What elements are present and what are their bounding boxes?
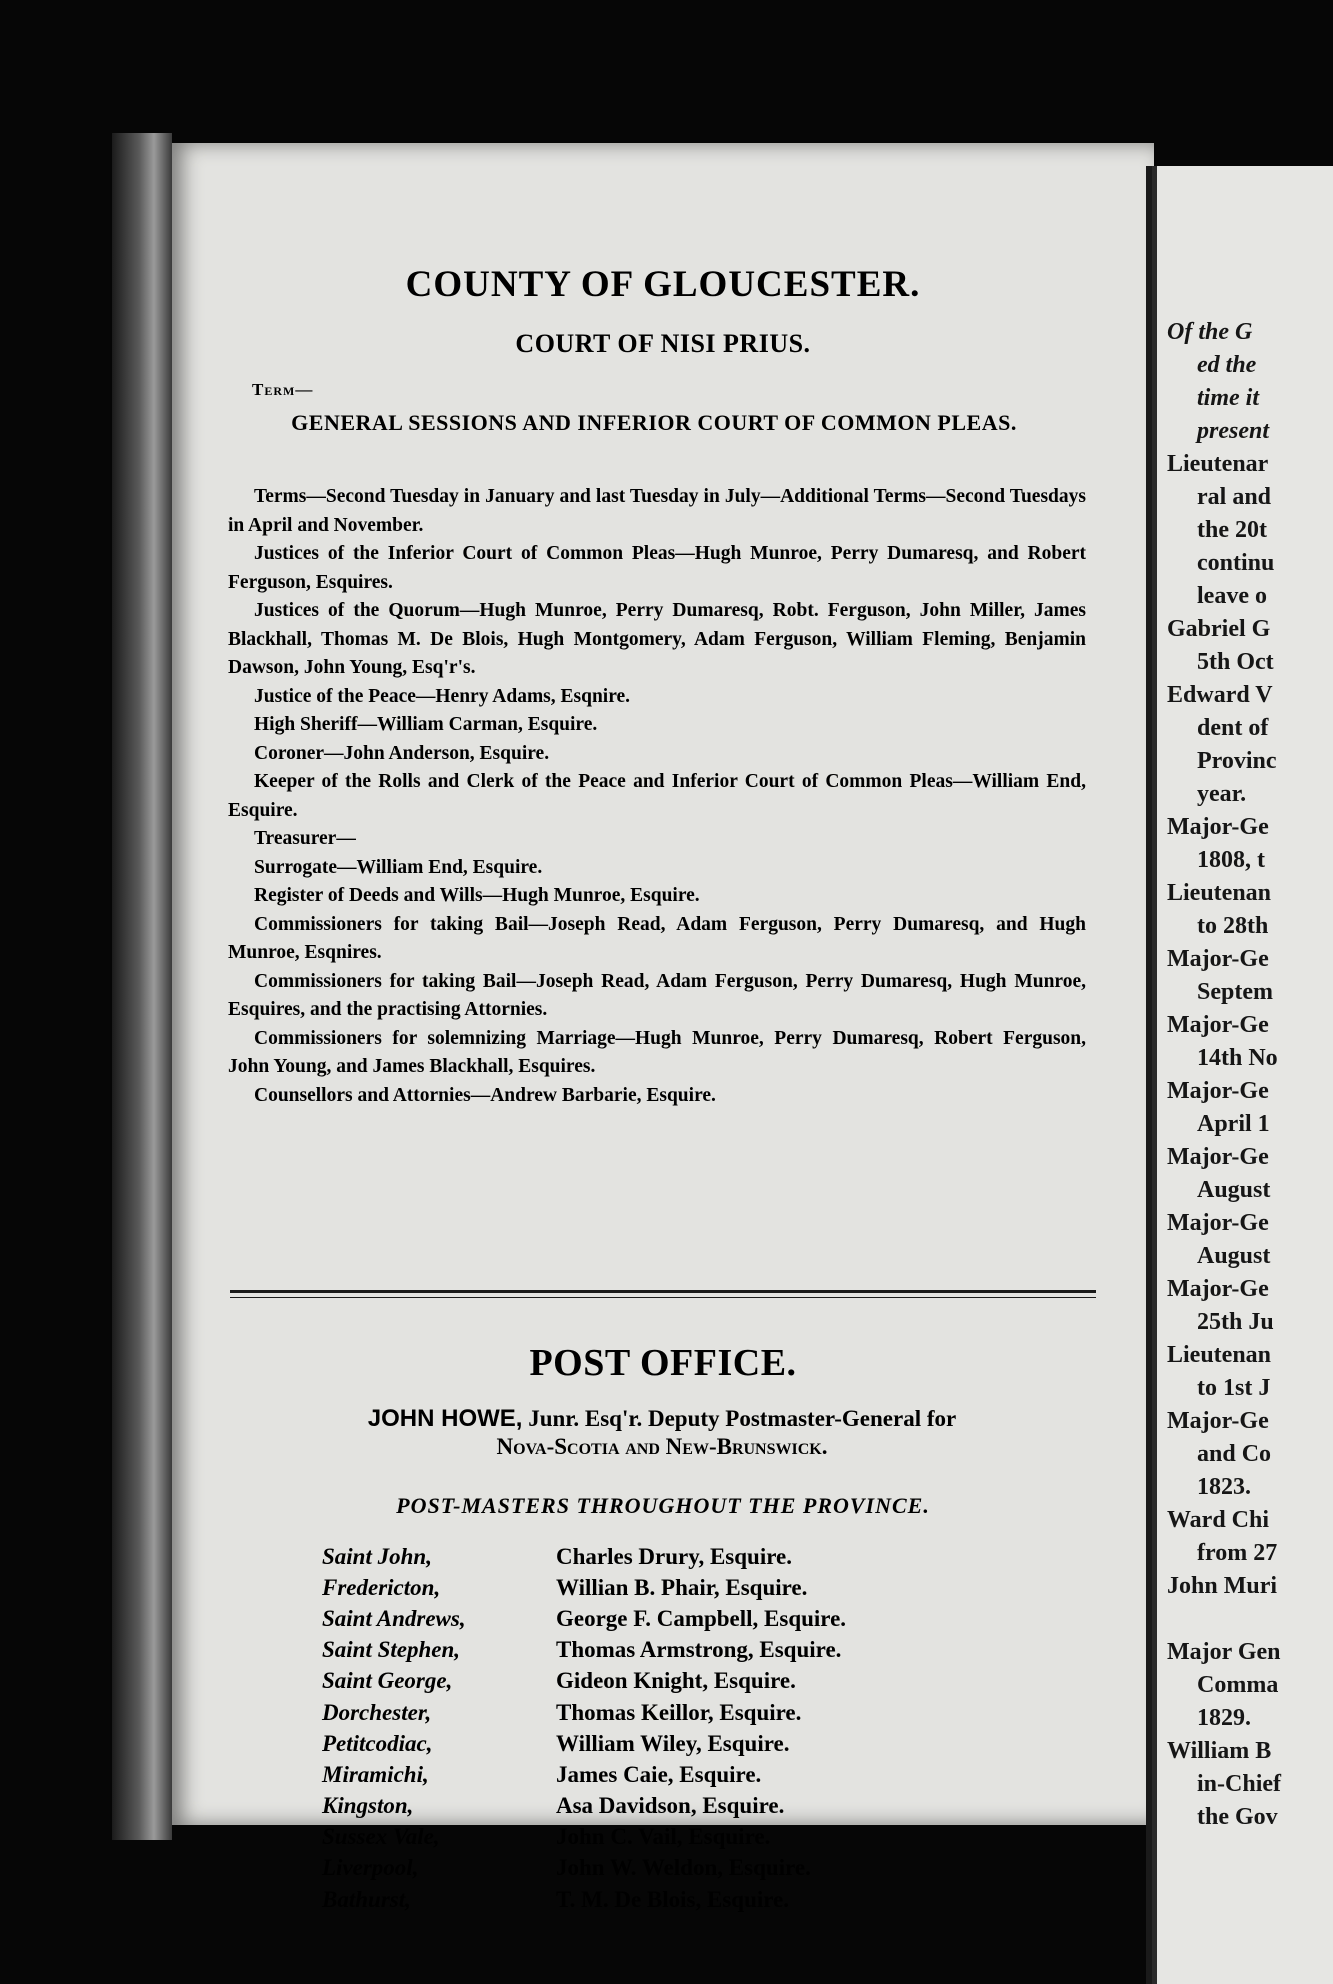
entry: Commissioners for taking Bail—Joseph Read, Adam Ferguson, Perry Dumaresq, Hugh Munroe, Esquires, and the practising Attornies. — [228, 970, 1086, 1020]
right-page-line: the 20t — [1197, 517, 1267, 543]
right-page-line: Septem — [1197, 979, 1273, 1005]
postmaster-row — [322, 1728, 1056, 1759]
right-page-line: Major-Ge — [1167, 1408, 1269, 1434]
postmaster-row — [322, 1541, 1056, 1572]
postmaster-name: John W. Weldon, Esquire. — [556, 1855, 811, 1881]
entry: Treasurer— — [254, 828, 356, 849]
entry: Keeper of the Rolls and Clerk of the Peace and Inferior Court of Common Pleas—William End, Esquire. — [228, 771, 1086, 821]
postmaster-town: Saint John, — [322, 1543, 432, 1569]
right-page-line: Ward Chi — [1167, 1507, 1270, 1533]
postmaster-name: Gideon Knight, Esquire. — [556, 1668, 796, 1694]
left-page — [172, 143, 1154, 1912]
right-page-line: and Co — [1197, 1441, 1272, 1467]
postmaster-town: Petitcodiac, — [322, 1730, 433, 1756]
entry: Counsellors and Attornies—Andrew Barbarie, Esquire. — [254, 1084, 716, 1106]
right-page-line: in-Chief — [1197, 1771, 1281, 1797]
right-page-line: present — [1197, 418, 1269, 444]
right-page-line: Major-Ge — [1167, 1078, 1269, 1104]
right-page-line: August — [1197, 1177, 1271, 1203]
right-page-line: dent of — [1197, 715, 1269, 741]
postmaster-name: Asa Davidson, Esquire. — [556, 1793, 785, 1819]
postmaster-name: William Wiley, Esquire. — [556, 1730, 790, 1756]
right-page-line — [1167, 1603, 1281, 1636]
deputy-name: JOHN HOWE, — [367, 1405, 523, 1432]
postmaster-row — [322, 1635, 1056, 1666]
postmaster-town: Sussex Vale, — [322, 1824, 440, 1850]
right-page-line: Of the G — [1167, 319, 1253, 345]
postmaster-row — [322, 1666, 1056, 1697]
right-page-line: Lieutenan — [1167, 1342, 1272, 1368]
postmaster-row — [322, 1759, 1056, 1790]
postmaster-name: James Caie, Esquire. — [556, 1761, 762, 1787]
postmaster-row — [322, 1791, 1056, 1822]
right-page-line: William B — [1167, 1738, 1272, 1764]
page-edge — [112, 133, 172, 1840]
right-page-line: continu — [1197, 550, 1275, 576]
postmaster-town: Fredericton, — [322, 1574, 441, 1600]
right-page-line: Edward V — [1167, 682, 1273, 708]
right-page-line: August — [1197, 1243, 1271, 1269]
right-page-line: leave o — [1197, 583, 1267, 609]
right-page-line: John Muri — [1167, 1573, 1278, 1599]
section-divider-thin — [230, 1297, 1096, 1298]
right-page-line: Major-Ge — [1167, 1210, 1269, 1236]
right-page-line: to 28th — [1197, 913, 1269, 939]
entry: Surrogate—William End, Esquire. — [254, 856, 543, 878]
right-page-line: Major-Ge — [1167, 1144, 1269, 1170]
right-page-line: Major-Ge — [1167, 1012, 1269, 1038]
right-page-line: Lieutenan — [1167, 880, 1272, 906]
entry: Justices of the Quorum—Hugh Munroe, Perry Dumaresq, Robt. Ferguson, John Miller, James Blackhall, Thomas M. De Blois, Hugh Montgomery, Adam Ferguson, William Fleming, Benjamin Dawson, John Young, Esq'r's. — [228, 600, 1086, 678]
entry: Register of Deeds and Wills—Hugh Munroe, Esquire. — [254, 885, 700, 906]
postmaster-row — [322, 1853, 1056, 1884]
right-page-line: Gabriel G — [1167, 616, 1271, 642]
postmaster-row — [322, 1884, 1056, 1915]
postmaster-row — [322, 1572, 1056, 1603]
right-page-line: Provinc — [1197, 748, 1277, 774]
deputy-provinces: Nova-Scotia and New-Brunswick. — [496, 1434, 828, 1459]
court-entries — [228, 483, 1086, 1110]
right-page-text — [1167, 316, 1281, 1834]
deputy-postmaster — [230, 1405, 1094, 1461]
entry: Commissioners for solemnizing Marriage—Hugh Munroe, Perry Dumaresq, Robert Ferguson, John Young, and James Blackhall, Esquires. — [228, 1027, 1086, 1077]
entry: Commissioners for taking Bail—Joseph Read, Adam Ferguson, Perry Dumaresq, and Hugh Munroe, Esqnires. — [228, 913, 1086, 963]
term-label: Term— — [252, 380, 314, 399]
deputy-title: Junr. Esq'r. Deputy Postmaster-General for — [522, 1406, 957, 1431]
postmaster-name: Thomas Keillor, Esquire. — [556, 1699, 802, 1725]
postmaster-town: Liverpool, — [322, 1855, 419, 1881]
postmaster-town: Kingston, — [322, 1793, 414, 1819]
right-page-line: Comma — [1197, 1672, 1279, 1698]
right-page-line: Lieutenar — [1167, 451, 1269, 477]
postmaster-name: T. M. De Blois, Esquire. — [556, 1886, 789, 1912]
entry: High Sheriff—William Carman, Esquire. — [254, 714, 598, 735]
post-office-title: POST OFFICE. — [529, 1342, 797, 1384]
postmaster-town: Saint George, — [322, 1668, 453, 1694]
right-page — [1152, 166, 1333, 1984]
right-page-line: 1808, t — [1197, 847, 1265, 873]
right-page-line: to 1st J — [1197, 1375, 1271, 1401]
entry: Coroner—John Anderson, Esquire. — [254, 742, 550, 764]
postmaster-town: Miramichi, — [322, 1761, 429, 1787]
court-title: COURT OF NISI PRIUS. — [515, 329, 811, 358]
postmaster-name: Thomas Armstrong, Esquire. — [556, 1637, 842, 1663]
postmasters-heading: POST-MASTERS THROUGHOUT THE PROVINCE. — [396, 1493, 930, 1518]
sessions-title: GENERAL SESSIONS AND INFERIOR COURT OF COMMON PLEAS. — [291, 410, 1017, 435]
postmaster-name: Willian B. Phair, Esquire. — [556, 1574, 808, 1600]
right-page-line: April 1 — [1197, 1111, 1270, 1137]
postmaster-row — [322, 1697, 1056, 1728]
right-page-line: Major Gen — [1167, 1639, 1281, 1665]
postmaster-town: Bathurst, — [322, 1886, 411, 1912]
right-page-line: 1829. — [1197, 1705, 1251, 1731]
entry: Justice of the Peace—Henry Adams, Esqnire. — [254, 685, 631, 707]
postmaster-row — [322, 1822, 1056, 1853]
section-divider — [230, 1290, 1096, 1293]
postmaster-town: Saint Stephen, — [322, 1637, 461, 1663]
postmaster-name: Charles Drury, Esquire. — [556, 1543, 792, 1569]
right-page-line: Major-Ge — [1167, 814, 1269, 840]
right-page-line: 5th Oct — [1197, 649, 1274, 675]
postmaster-town: Dorchester, — [322, 1699, 432, 1725]
postmaster-row — [322, 1603, 1056, 1634]
postmasters-table — [322, 1541, 1056, 1915]
right-page-line: year. — [1197, 781, 1247, 807]
right-page-line: ed the — [1197, 352, 1257, 378]
right-page-line: 1823. — [1197, 1474, 1251, 1500]
right-page-line: 25th Ju — [1197, 1309, 1274, 1335]
right-page-line: the Gov — [1197, 1804, 1278, 1830]
right-page-line: Major-Ge — [1167, 946, 1269, 972]
county-title: COUNTY OF GLOUCESTER. — [405, 264, 921, 305]
postmaster-name: George F. Campbell, Esquire. — [556, 1605, 847, 1631]
right-page-line: 14th No — [1197, 1045, 1278, 1071]
right-page-line: ral and — [1197, 484, 1272, 510]
entry: Justices of the Inferior Court of Common Pleas—Hugh Munroe, Perry Dumaresq, and Robert Ferguson, Esquires. — [228, 543, 1086, 593]
right-page-line: time it — [1197, 385, 1259, 411]
entry: Terms—Second Tuesday in January and last Tuesday in July—Additional Terms—Second Tuesdays in April and November. — [228, 486, 1086, 536]
right-page-line: Major-Ge — [1167, 1276, 1269, 1302]
postmaster-town: Saint Andrews, — [322, 1605, 466, 1631]
right-page-line: from 27 — [1197, 1540, 1278, 1566]
postmaster-name: John C. Vail, Esquire. — [556, 1824, 771, 1850]
